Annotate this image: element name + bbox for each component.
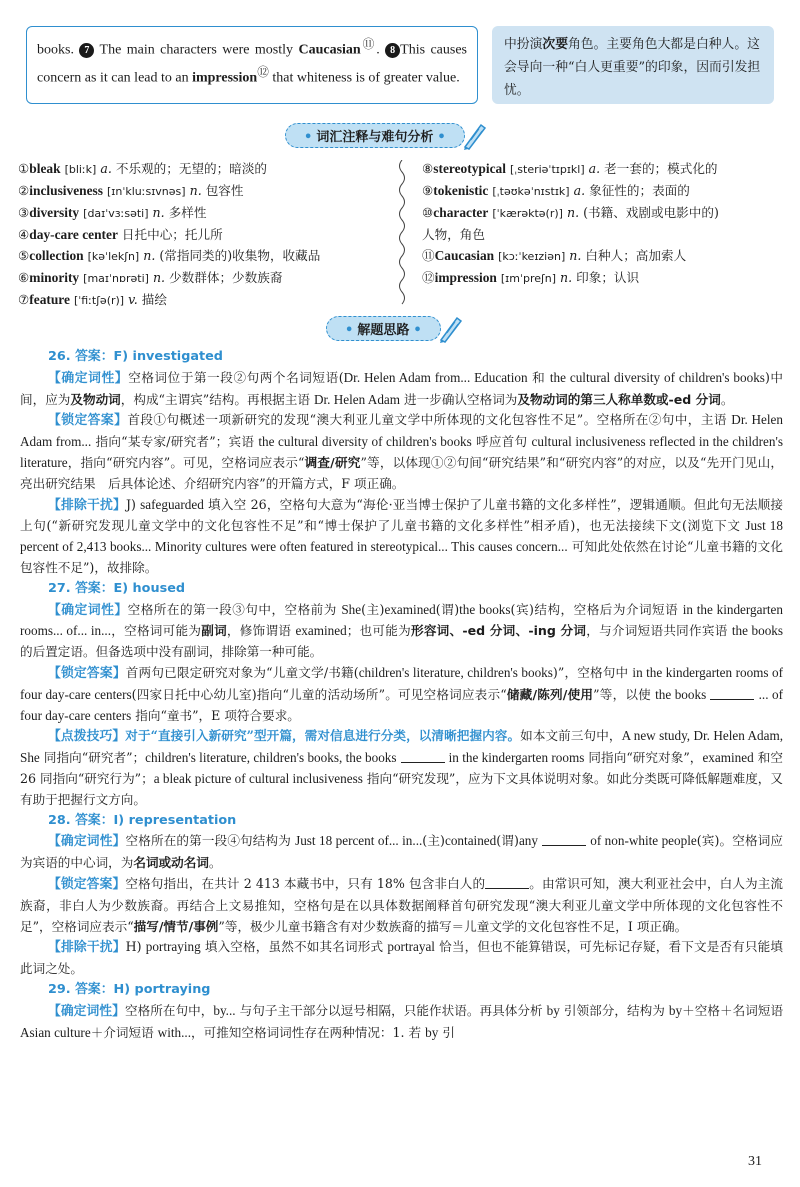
question-answer-heading: 28. 答案：I) representation: [48, 812, 237, 828]
analysis-paragraph: 【点拨技巧】对于“直接引入新研究”型开篇，需对信息进行分类，以清晰把握内容。如本文前三句中，A new study, Dr. Helen Adam, She 同指向“研究者”；children's literature, children's books, the books in the kindergarten rooms 同指向“研究对象”，examined 和空 26 同指向“研究行为”；a bleak picture of cultural inclusiveness 指向“研究发现”，应为下文具体说明对象。如此分类既可降低解题难度，又有助于把握行文方向。: [20, 728, 784, 807]
vocab-item: ⑨tokenistic [ˌtəʊkəˈnɪstɪk] a. 象征性的；表面的: [422, 183, 690, 198]
vocab-item: ⑥minority [maɪˈnɒrəti] n. 少数群体；少数族裔: [18, 270, 283, 285]
vocab-item: ⑧stereotypical [ˌsteriəˈtɪpɪkl] a. 老一套的；模式化的: [422, 161, 718, 176]
analysis-paragraph: 【确定词性】空格所在的第一段③句中，空格前为 She(主)examined(谓)the books(宾)结构，空格后为介词短语 in the kindergarten rooms... of... in...，空格词可能为副词，修饰谓语 examined；也可能为形容词、-ed 分词、-ing 分词，与介词短语共同作宾语 the books 的后置定语。但备选项中没有副词，排除第一种可能。: [20, 601, 784, 660]
solution-section-header: [326, 313, 463, 343]
question-answer-heading: 26. 答案：F) investigated: [48, 349, 223, 364]
vocab-item: ①bleak [bliːk] a. 不乐观的；无望的；暗淡的: [18, 161, 268, 176]
analysis-paragraph: 【锁定答案】首两句已限定研究对象为“儿童文学/书籍(children's literature, children's books)”，空格句中 in the kindergarten rooms of four day-care centers(四家日托中心幼儿室)指向“儿童的活动场所”。可见空格词应表示“储藏/陈列/使用”等，以使 the books ... of four day-care centers 指向“童书”，E 项符合要求。: [20, 664, 784, 723]
solution-section-title: 解题思路: [357, 322, 410, 338]
vocab-item: 人物，角色: [422, 227, 485, 242]
divider-wavy: [396, 160, 408, 308]
analysis-paragraph: 【锁定答案】空格句指出，在共计 2 413 本藏书中，只有 18% 包含非白人的 。由常识可知，澳大利亚社会中，白人为主流族裔，非白人为少数族裔。再结合上文易推知，空格句是在以具体数据阐释首句研究发现“澳大利亚儿童文学中所体现的文化包容性不足”，空格词应表示“描写/情节/事例”等，极少儿童书籍含有对少数族裔的描写＝儿童文学的文化包容性不足，I 项正确。: [20, 875, 784, 934]
vocab-item: ⑪Caucasian [kɔːˈkeɪziən] n. 白种人；高加索人: [422, 248, 687, 263]
analysis-paragraph: 【排除干扰】H) portraying 填入空格，虽然不如其名词形式 portrayal 恰当，但也不能算错误，可先标记存疑，看下文是否有只能填此词之处。: [20, 939, 783, 977]
vocab-item: ⑩character [ˈkærəktə(r)] n. (书籍、戏剧或电影中的): [422, 205, 719, 220]
vocab-item: ②inclusiveness [ɪnˈkluːsɪvnəs] n. 包容性: [18, 183, 244, 198]
analysis-paragraph: 【锁定答案】首段①句概述一项新研究的发现“澳大利亚儿童文学中所体现的文化包容性不足”。空格所在②句中，主语 Dr. Helen Adam from... 指向“某专家/研究者”；宾语 the cultural diversity of children's books 呼应首句 cultural inclusiveness reflected in the children's literature，指向“研究内容”。可见，空格词应表示“调查/研究”等，以体现①②句间“研究结果”和“研究内容”的对应，以及“先开门见山，亮出研究结果 后具体论述、介绍研究内容”的开篇方式，F 项正确。: [20, 412, 783, 491]
vocab-section-header: [285, 120, 487, 150]
pen-icon: [437, 313, 463, 343]
vocab-item: ③diversity [daɪˈvɜːsəti] n. 多样性: [18, 205, 207, 220]
vocab-list-right: [422, 158, 719, 289]
passage-english-text: books. 7 The main characters were mostly Caucasian⑪. 8 This causes concern as it can lead to an impression⑫ that whiteness is of greater value.: [37, 38, 467, 86]
solution-section-pill: • 解题思路 •: [326, 316, 441, 341]
passage-english-box: [26, 26, 478, 104]
page-number: 31: [748, 1154, 762, 1169]
question-answer-heading: 29. 答案：H) portraying: [48, 981, 211, 997]
solution-analysis: [20, 347, 783, 1043]
vocab-section-pill: • 词汇注释与难句分析 •: [285, 123, 465, 148]
pen-icon: [461, 120, 487, 150]
analysis-paragraph: 【排除干扰】J) safeguarded 填入空 26，空格句大意为“海伦·亚当博士保护了儿童书籍的文化多样性”，逻辑通顺。但此句无法顺接上句(“新研究发现儿童文学中的文化包容性不足”和“博士保护了儿童书籍的文化多样性”相矛盾)，也无法接续下文(浏览下文 Just 18 percent of 2,413 books... Minority cultures were often featured in stereotypical... This causes concern... 可知此处依然在讨论“儿童书籍的文化包容性不足”)，故排除。: [20, 496, 783, 575]
vocab-list-left: [18, 158, 320, 311]
vocab-item: ⑦feature [ˈfiːtʃə(r)] v. 描绘: [18, 292, 167, 307]
vocab-section-title: 词汇注释与难句分析: [316, 129, 434, 145]
analysis-paragraph: 【确定词性】空格词位于第一段②句两个名词短语(Dr. Helen Adam from... Education 和 the cultural diversity of children's books)中间，应为及物动词，构成“主谓宾”结构。再根据主语 Dr. Helen Adam 进一步确认空格词为及物动词的第三人称单数或-ed 分词。: [20, 369, 784, 407]
vocab-item: ⑤collection [kəˈlekʃn] n. (常指同类的)收集物，收藏品: [18, 248, 321, 263]
vocab-item: ⑫impression [ɪmˈpreʃn] n. 印象；认识: [422, 270, 640, 285]
analysis-paragraph: 【确定词性】空格所在的第一段④句结构为 Just 18 percent of... in...(主)contained(谓)any of non-white people(宾)。空格词应为宾语的中心词，为名词或动名词。: [20, 833, 784, 871]
passage-chinese-box: [492, 26, 774, 104]
vocab-item: ④day-care center 日托中心；托儿所: [18, 227, 223, 242]
passage-chinese-text: 中扮演次要角色。主要角色大都是白种人。这会导向一种“白人更重要”的印象，因而引发担忧。: [504, 37, 761, 98]
question-answer-heading: 27. 答案：E) housed: [48, 580, 186, 596]
analysis-paragraph: 【确定词性】空格所在句中，by... 与句子主干部分以逗号相隔，只能作状语。再具体分析 by 引领部分，结构为 by＋空格＋名词短语 Asian culture＋介词短语 with...，可推知空格词词性存在两种情况：1. 若 by 引: [20, 1002, 784, 1040]
